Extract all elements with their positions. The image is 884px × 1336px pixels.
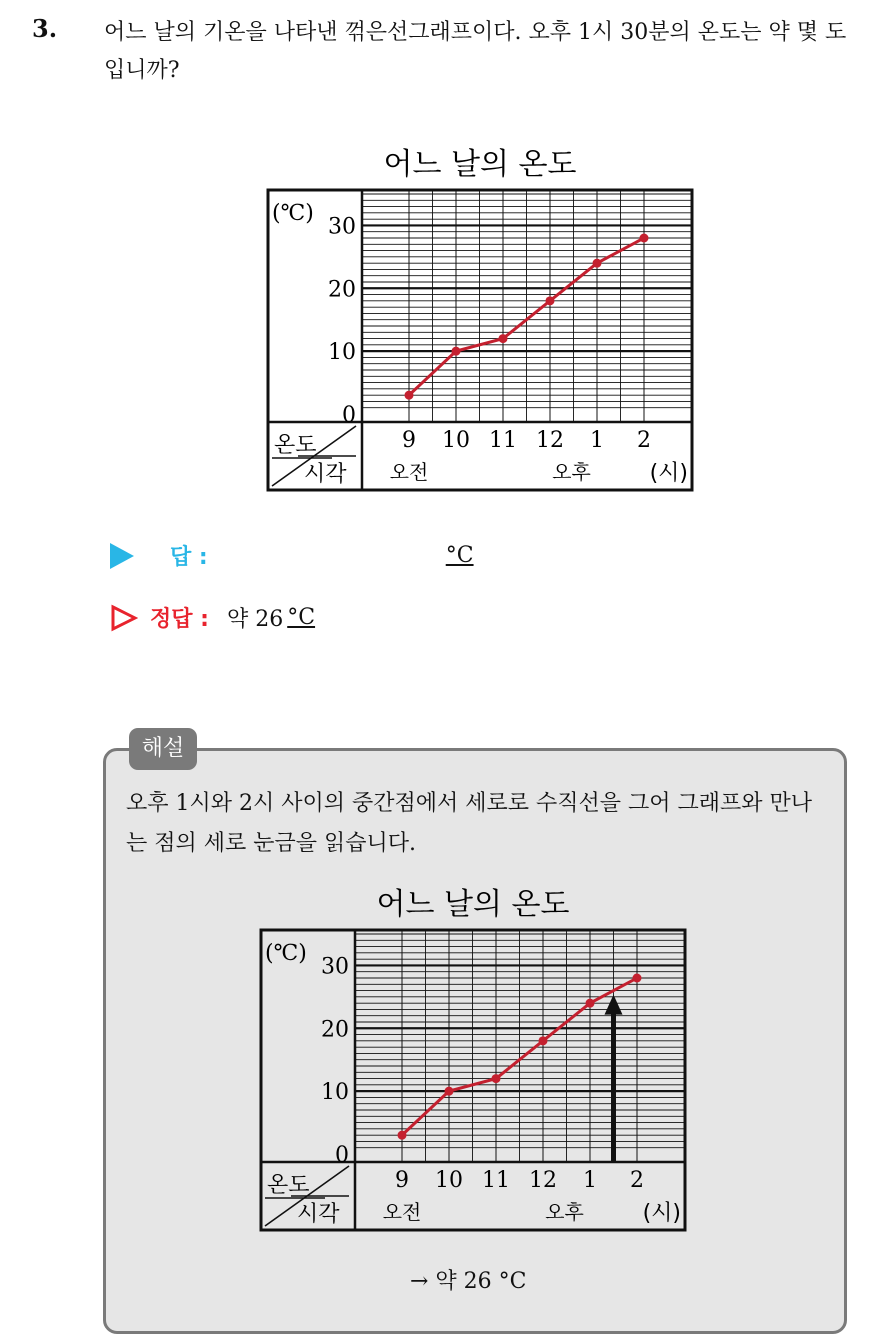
chart-title: 어느 날의 온도: [376, 887, 570, 922]
y-tick-label: 10: [328, 340, 356, 366]
data-point: [586, 999, 595, 1008]
corner-label-time: 시각: [297, 1202, 340, 1227]
data-point: [445, 1087, 454, 1096]
data-point: [539, 1036, 548, 1045]
answer-row: [110, 540, 474, 571]
data-point: [398, 1131, 407, 1140]
question-number: 3.: [32, 14, 58, 43]
data-point: [633, 974, 642, 983]
x-tick-label: 9: [395, 1168, 409, 1193]
data-point: [492, 1074, 501, 1083]
y-tick-label: 30: [328, 214, 356, 240]
x-tick-label: 11: [489, 428, 517, 453]
x-tick-label: 9: [402, 428, 416, 453]
answer-unit: °C: [445, 543, 474, 568]
data-point: [640, 234, 649, 243]
y-tick-label: 0: [342, 403, 356, 428]
data-point: [452, 347, 461, 356]
corner-label-time: 시각: [304, 462, 347, 487]
solution-unit: °C: [287, 605, 316, 630]
y-tick-label: 0: [335, 1143, 349, 1168]
data-point: [499, 334, 508, 343]
x-tick-label: 11: [482, 1168, 510, 1193]
hour-unit-label: (시): [649, 461, 688, 486]
solution-label: 정답 :: [150, 607, 209, 632]
x-tick-label: 10: [442, 428, 470, 453]
corner-label-temperature: 온도: [274, 433, 317, 458]
explanation-tag: 해설: [129, 728, 197, 770]
temperature-chart: [260, 140, 700, 496]
explanation-temperature-chart: [253, 880, 693, 1236]
x-tick-label: 2: [630, 1168, 644, 1193]
y-tick-label: 10: [321, 1080, 349, 1106]
solution-triangle-icon: [110, 604, 138, 632]
data-point: [546, 296, 555, 305]
x-tick-label: 1: [590, 428, 604, 453]
explanation-text: 오후 1시와 2시 사이의 중간점에서 세로로 수직선을 그어 그래프와 만나는 점의 세로 눈금을 읽습니다.: [126, 791, 812, 856]
corner-label-temperature: 온도: [267, 1173, 310, 1198]
chart-title: 어느 날의 온도: [383, 147, 577, 182]
x-tick-label: 1: [583, 1168, 597, 1193]
pm-label: 오후: [545, 1200, 584, 1224]
data-point: [593, 259, 602, 268]
x-tick-label: 10: [435, 1168, 463, 1193]
y-axis-unit: (℃): [272, 201, 314, 226]
y-tick-label: 20: [321, 1017, 349, 1043]
y-tick-label: 20: [328, 277, 356, 303]
solution-value: 약 26: [226, 607, 284, 632]
solution-row: [110, 602, 315, 633]
x-tick-label: 2: [637, 428, 651, 453]
am-label: 오전: [382, 1200, 422, 1224]
x-tick-label: 12: [536, 428, 564, 453]
data-point: [405, 391, 414, 400]
pm-label: 오후: [552, 460, 591, 484]
question-text: 어느 날의 기온을 나타낸 꺾은선그래프이다. 오후 1시 30분의 온도는 약 몇 도 입니까?: [104, 20, 847, 83]
answer-triangle-icon: [110, 543, 134, 569]
arrow-up-icon: [605, 995, 623, 1015]
x-tick-label: 12: [529, 1168, 557, 1193]
am-label: 오전: [389, 460, 429, 484]
answer-label: 답 :: [170, 545, 208, 570]
y-axis-unit: (℃): [265, 941, 307, 966]
hour-unit-label: (시): [642, 1201, 681, 1226]
y-tick-label: 30: [321, 954, 349, 980]
explanation-final-answer: → 약 26 °C: [410, 1269, 527, 1294]
